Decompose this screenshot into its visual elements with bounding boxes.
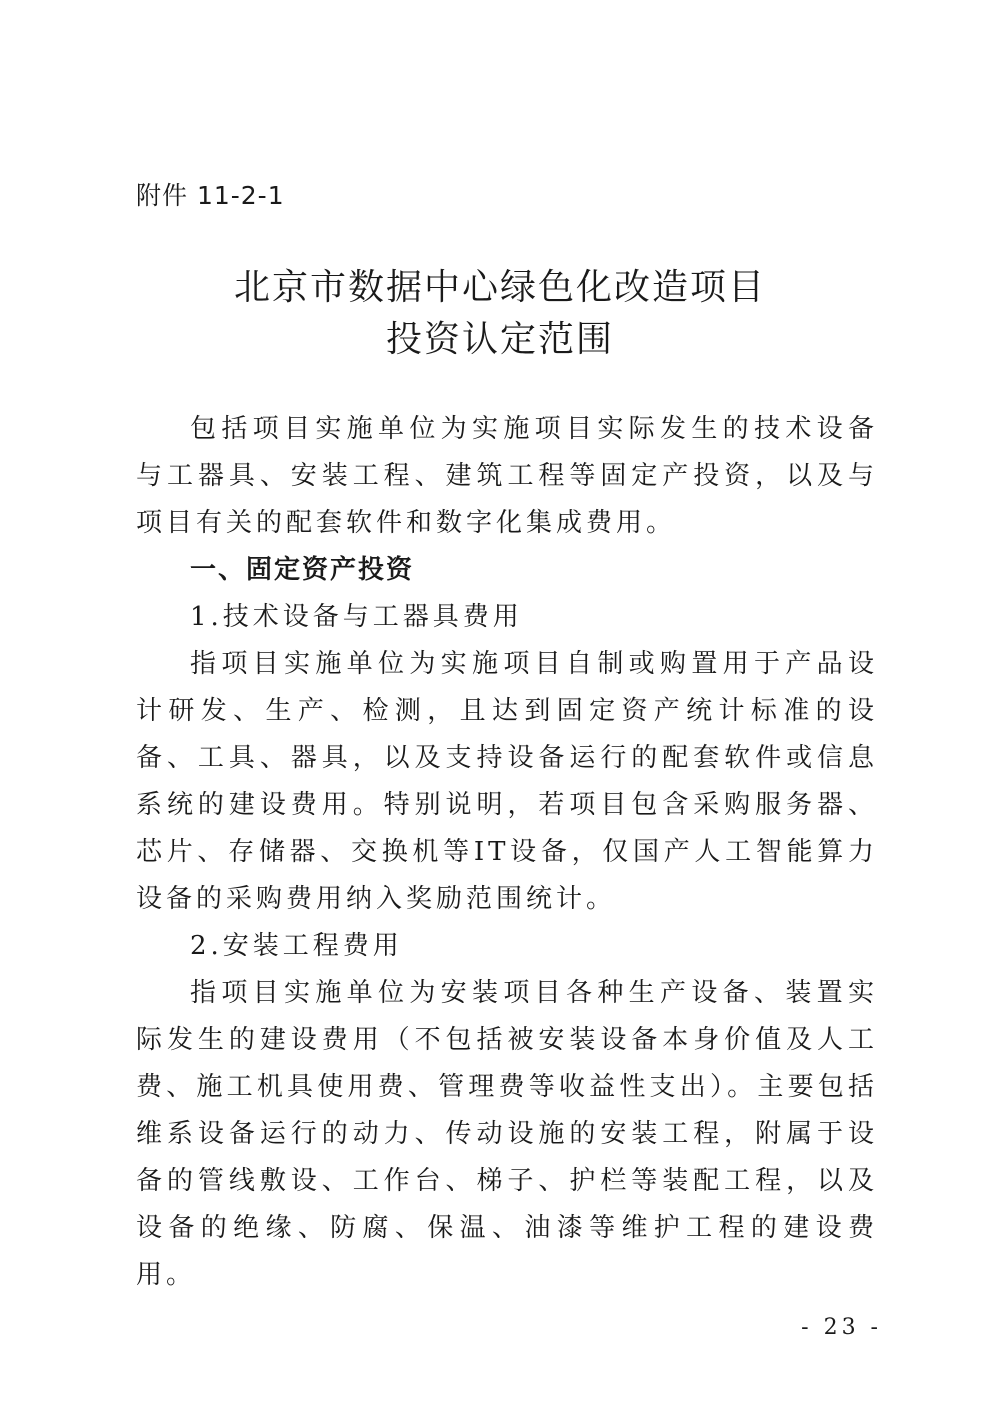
intro-paragraph: 包括项目实施单位为实施项目实际发生的技术设备与工器具、安装工程、建筑工程等固定产投资，以及与项目有关的配套软件和数字化集成费用。 — [136, 414, 878, 538]
title-line-2: 投资认定范围 — [385, 319, 614, 360]
item-heading-equipment: 1.技术设备与工器具费用 — [190, 602, 523, 632]
title-line-1: 北京市数据中心绿色化改造项目 — [233, 267, 766, 308]
item-heading-installation: 2.安装工程费用 — [190, 931, 403, 961]
attachment-label: 附件 11-2-1 — [136, 181, 285, 210]
section-heading-fixed-assets: 一、固定资产投资 — [190, 555, 415, 585]
document-title — [0, 262, 1000, 366]
item-paragraph-equipment: 指项目实施单位为实施项目自制或购置用于产品设计研发、生产、检测，且达到固定资产统计标准的设备、工具、器具，以及支持设备运行的配套软件或信息系统的建设费用。特别说明，若项目包含采购服务器、芯片、存储器、交换机等IT设备，仅国产人工智能算力设备的采购费用纳入奖励范围统计。 — [136, 649, 878, 914]
item-paragraph-installation: 指项目实施单位为安装项目各种生产设备、装置实际发生的建设费用（不包括被安装设备本身价值及人工费、施工机具使用费、管理费等收益性支出）。主要包括维系设备运行的动力、传动设施的安装工程，附属于设备的管线敷设、工作台、梯子、护栏等装配工程，以及设备的绝缘、防腐、保温、油漆等维护工程的建设费用。 — [136, 978, 878, 1290]
page-number: - 23 - — [801, 1315, 882, 1340]
document-body — [136, 406, 878, 1299]
